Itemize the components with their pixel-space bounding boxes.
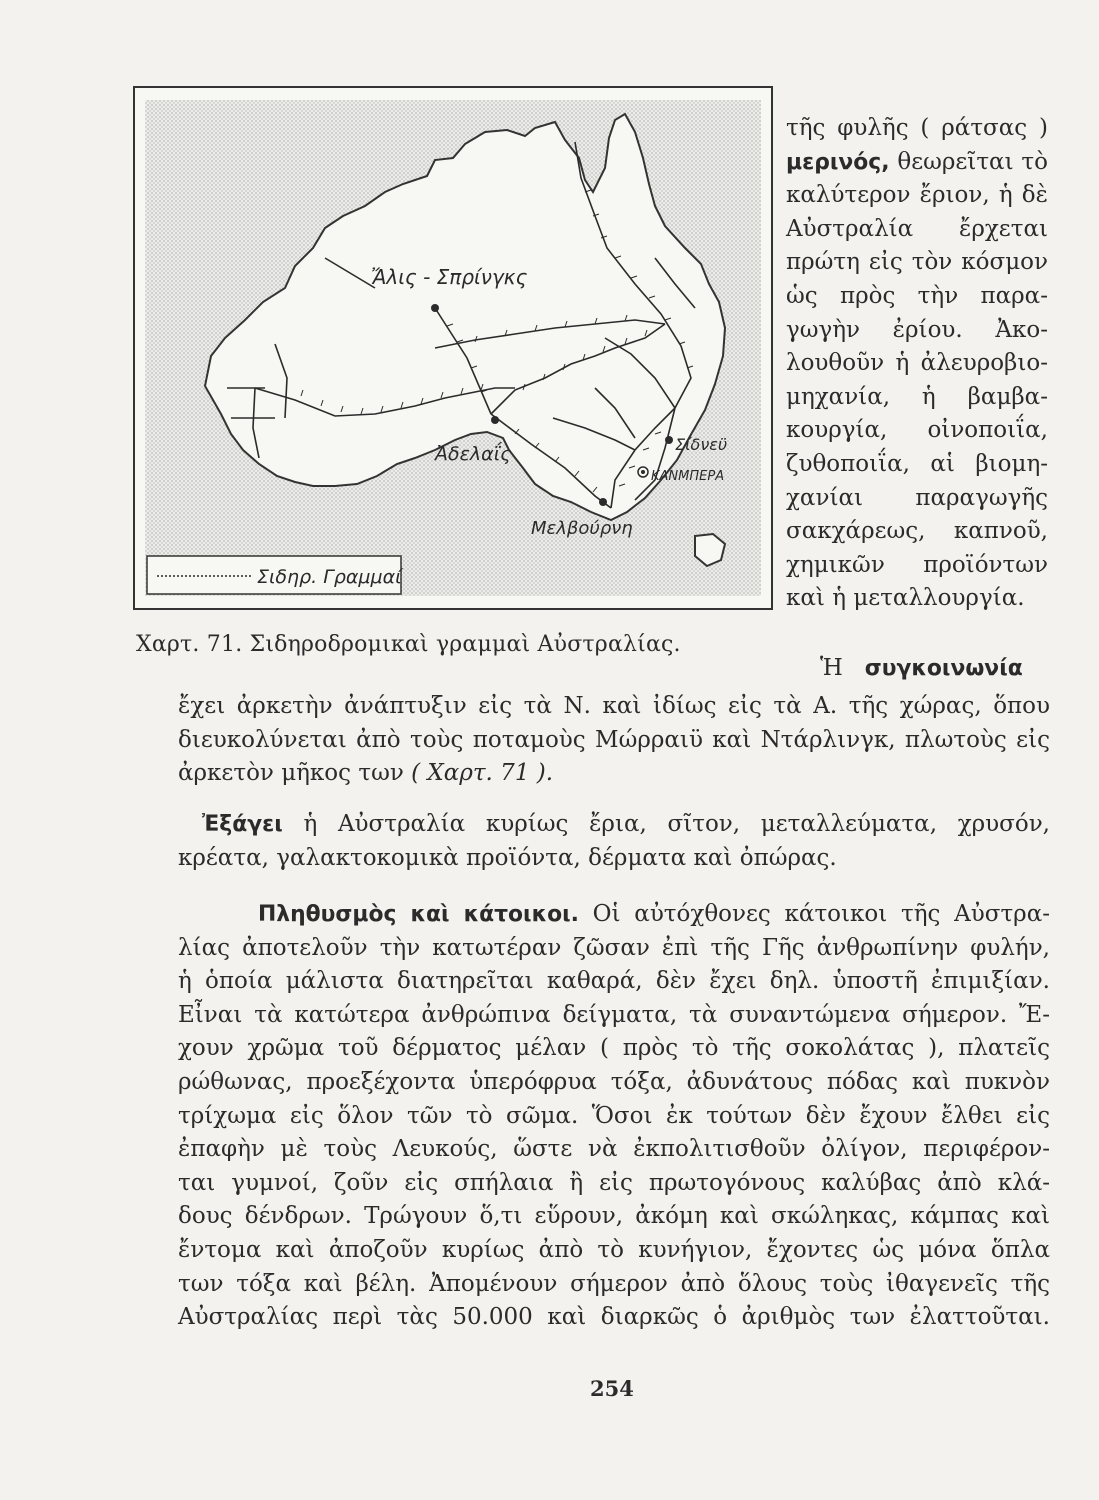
population-line-7: τρίχωμα εἰς ὅλον τῶν τὸ σῶμα. Ὅσοι ἐκ τούτων δὲν ἔχουν ἔλθει εἰς (178, 1102, 1050, 1129)
communication-line-3: ἀρκετὸν μῆκος των ( Χαρτ. 71 ). (178, 760, 554, 787)
label-adelaide: Ἀδελαΐς (435, 443, 512, 465)
population-paragraph (178, 898, 1050, 1335)
communication-line-1: ἔχει ἀρκετὴν ἀνάπτυξιν εἰς τὰ Ν. καὶ ἰδίως εἰς τὰ Α. τῆς χώρας, ὅπου (178, 693, 1050, 719)
population-line-5: χουν χρῶμα τοῦ δέρματος μέλαν ( πρὸς τὸ τῆς σοκολάτας ), πλατεῖς (178, 1035, 1050, 1062)
map-reference: ( Χαρτ. 71 ). (411, 760, 554, 787)
population-line-3: ἡ ὁποία μάλιστα διατηρεῖται καθαρά, δὲν ἔχει δηλ. ὑποστῆ ἐπιμιξίαν. (178, 968, 1050, 995)
side-line-2: μερινός, θεωρεῖται τὸ (786, 148, 1048, 175)
population-line-1: Πληθυσμὸς καὶ κάτοικοι. Οἱ αὐτόχθονες κάτοικοι τῆς Αὐστρα- (258, 901, 1051, 927)
label-canberra: ΚΑΝΜΠΕΡΑ (651, 469, 725, 484)
side-line-12: χανίαι παραγωγῆς (786, 484, 1048, 511)
side-line-8: λουθοῦν ἡ ἀλευροβιο- (786, 350, 1048, 377)
side-line-5: πρώτη εἰς τὸν κόσμον (786, 249, 1048, 276)
population-line-12: των τόξα καὶ βέλη. Ἀπομένουν σήμερον ἀπὸ ὅλους τοὺς ἰθαγενεῖς τῆς (178, 1270, 1050, 1297)
label-sydney: Σίδνεϋ (675, 435, 728, 454)
side-line-1: τῆς φυλῆς ( ράτσας ) (786, 115, 1048, 141)
side-line-11: ζυθοποιΐα, αἱ βιομη- (786, 450, 1048, 477)
population-line-6: ρώθωνας, προεξέχοντα ὑπερόφρυα τόξα, ἀδυνάτους πόδας καὶ πυκνὸν (178, 1068, 1050, 1095)
side-line-14: χημικῶν προϊόντων (786, 551, 1048, 578)
side-line-3: καλύτερον ἔριον, ἡ δὲ (786, 182, 1048, 209)
side-line-15: καὶ ἡ μεταλλουργία. (786, 585, 1025, 612)
population-heading: Πληθυσμὸς καὶ κάτοικοι. (258, 902, 579, 927)
exports-heading: Ἐξάγει (202, 812, 283, 837)
population-line-11: ἔντομα καὶ ἀποζοῦν κυρίως ἀπὸ τὸ κυνήγιον, ἔχοντες ὡς μόνα ὅπλα (178, 1236, 1050, 1263)
population-line-13: Αὐστραλίας περὶ τὰς 50.000 καὶ διαρκῶς ὁ ἀριθμὸς των ἐλαττοῦται. (178, 1304, 1050, 1331)
communication-paragraph (178, 690, 1050, 791)
map-caption: Χαρτ. 71. Σιδηροδρομικαὶ γραμμαὶ Αὐστραλίας. (136, 632, 681, 657)
population-line-8: ἐπαφὴν μὲ τοὺς Λευκούς, ὥστε νὰ ἐκπολιτισθοῦν ὀλίγον, περιφέρον- (178, 1136, 1050, 1163)
population-line-9: ται γυμνοί, ζοῦν εἰς σπήλαια ἢ εἰς πρωτογόνους καλύβας ἀπὸ κλά- (178, 1169, 1050, 1196)
railway-map-figure (133, 86, 773, 610)
exports-line-2: κρέατα, γαλακτοκομικὰ προϊόντα, δέρματα καὶ ὀπώρας. (178, 844, 837, 871)
side-line-7: γωγὴν ἐρίου. Ἀκο- (786, 316, 1048, 343)
label-melbourne: Μελβούρνη (531, 518, 633, 539)
page-number: 254 (590, 1376, 634, 1401)
side-line-6: ὡς πρὸς τὴν παρα- (786, 282, 1048, 309)
side-line-10: κουργία, οἰνοποιΐα, (786, 417, 1048, 444)
communication-heading: συγκοινωνία (864, 656, 1023, 681)
side-line-13: σακχάρεως, καπνοῦ, (786, 518, 1048, 545)
exports-paragraph (178, 808, 1050, 875)
side-column-text (786, 112, 1048, 616)
australia-railway-map (135, 88, 771, 608)
communication-heading-line: Ἡ συγκοινωνία (820, 655, 1023, 681)
population-line-2: λίας ἀποτελοῦν τὴν κατωτέραν ζῶσαν ἐπὶ τῆς Γῆς ἀνθρωπίνην φυλήν, (178, 934, 1050, 961)
exports-line-1: Ἐξάγει ἡ Αὐστραλία κυρίως ἔρια, σῖτον, μεταλλεύματα, χρυσόν, (202, 811, 1050, 837)
merinos-term: μερινός, (786, 149, 890, 175)
population-line-4: Εἶναι τὰ κατώτερα ἀνθρώπινα δείγματα, τὰ συναντώμενα σήμερον. Ἔ- (178, 1001, 1050, 1028)
side-line-4: Αὐστραλία ἔρχεται (786, 215, 1048, 242)
label-alice-springs: Ἄλις - Σπρίνγκς (371, 265, 528, 289)
communication-line-2: διευκολύνεται ἀπὸ τοὺς ποταμοὺς Μώρραιϋ καὶ Ντάρλινγκ, πλωτοὺς εἰς (178, 726, 1050, 753)
side-line-9: μηχανία, ἡ βαμβα- (786, 383, 1048, 410)
legend-label: Σιδηρ. Γραμμαί (257, 566, 402, 588)
population-line-10: δους δένδρων. Τρώγουν ὅ,τι εὕρουν, ἀκόμη καὶ σκώληκας, κάμπας καὶ (178, 1203, 1050, 1230)
